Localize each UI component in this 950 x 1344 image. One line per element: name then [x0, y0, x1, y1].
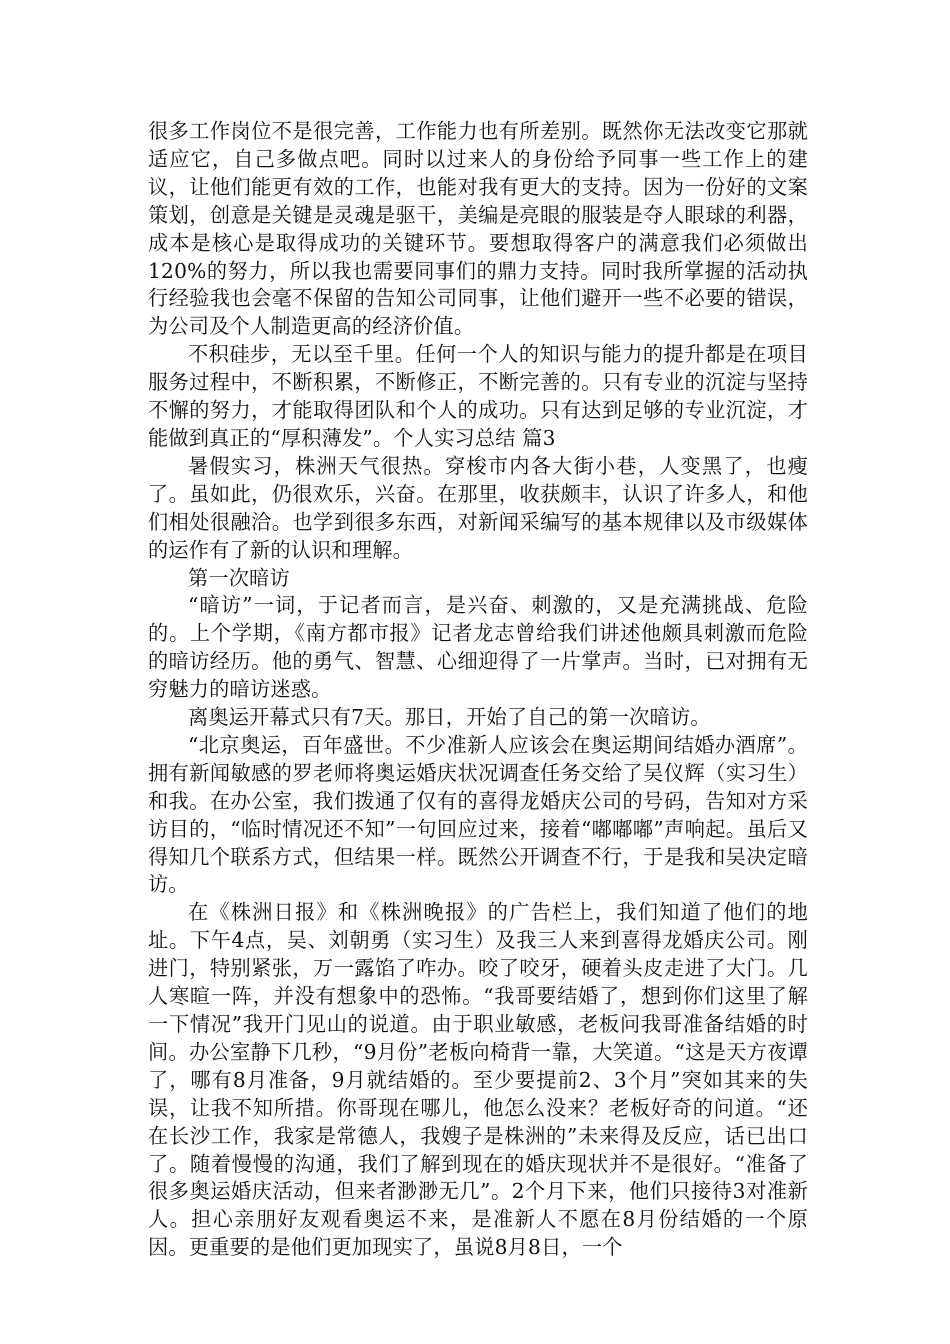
section-heading-first-undercover: 第一次暗访	[188, 565, 290, 590]
paragraph-undercover-meaning: “暗访”一词，于记者而言，是兴奋、刺激的，又是充满挑战、危险的。上个学期，《南方都市报》记者龙志曾给我们讲述他颇具刺激而危险的暗访经历。他的勇气、智慧、心细迎得了一片掌声。当时，已对拥有无穷魅力的暗访迷惑。	[148, 593, 808, 702]
paragraph-work-cooperation: 很多工作岗位不是很完善，工作能力也有所差别。既然你无法改变它那就适应它，自己多做点吧。同时以过来人的身份给予同事一些工作上的建议，让他们能更有效的工作，也能对我有更大的支持。因为一份好的文案策划，创意是关键是灵魂是驱干，美编是亮眼的服装是夺人眼球的利器，成本是核心是取得成功的关键环节。要想取得客户的满意我们必须做出120%的努力，所以我也需要同事们的鼎力支持。同时我所掌握的活动执行经验我也会毫不保留的告知公司同事，让他们避开一些不必要的错误，为公司及个人制造更高的经济价值。	[148, 119, 808, 339]
document-page	[148, 118, 808, 1262]
paragraph-wedding-company-visit: 在《株洲日报》和《株洲晚报》的广告栏上，我们知道了他们的地址。下午4点，吴、刘朝勇（实习生）及我三人来到喜得龙婚庆公司。刚进门，特别紧张，万一露馅了咋办。咬了咬牙，硬着头皮走进了大门。几人寒暄一阵，并没有想象中的恐怖。“我哥要结婚了，想到你们这里了解一下情况”我开门见山的说道。由于职业敏感，老板问我哥准备结婚的时间。办公室静下几秒，“9月份”老板向椅背一靠，大笑道。“这是天方夜谭了，哪有8月准备，9月就结婚的。至少要提前2、3个月”突如其来的失误，让我不知所措。你哥现在哪儿，他怎么没来？老板好奇的问道。“还在长沙工作，我家是常德人，我嫂子是株洲的”未来得及反应，话已出口了。随着慢慢的沟通，我们了解到现在的婚庆现状并不是很好。“准备了很多奥运婚庆活动，但来者渺渺无几”。2个月下来，他们只接待3对准新人。担心亲朋好友观看奥运不来，是准新人不愿在8月份结婚的一个原因。更重要的是他们更加现实了，虽说8月8日，一个	[148, 900, 808, 1260]
paragraph-wedding-assignment: “北京奥运，百年盛世。不少准新人应该会在奥运期间结婚办酒席”。拥有新闻敏感的罗老师将奥运婚庆状况调查任务交给了吴仪辉（实习生）和我。在办公室，我们拨通了仅有的喜得龙婚庆公司的号码，告知对方采访目的，“临时情况还不知”一句回应过来，接着“嘟嘟嘟”声响起。虽后又得知几个联系方式，但结果一样。既然公开调查不行，于是我和吴决定暗访。	[148, 732, 808, 897]
paragraph-summer-internship: 暑假实习，株洲天气很热。穿梭市内各大街小巷，人变黑了，也瘦了。虽如此，仍很欢乐，兴奋。在那里，收获颇丰，认识了许多人，和他们相处很融洽。也学到很多东西，对新闻采编写的基本规律以及市级媒体的运作有了新的认识和理解。	[148, 453, 808, 562]
paragraph-accumulation: 不积硅步，无以至千里。任何一个人的知识与能力的提升都是在项目服务过程中，不断积累，不断修正，不断完善的。只有专业的沉淀与坚持不懈的努力，才能取得团队和个人的成功。只有达到足够的专业沉淀，才能做到真正的“厚积薄发”。个人实习总结 篇3	[148, 342, 808, 450]
paragraph-olympics-countdown: 离奥运开幕式只有7天。那日，开始了自己的第一次暗访。	[188, 705, 711, 730]
